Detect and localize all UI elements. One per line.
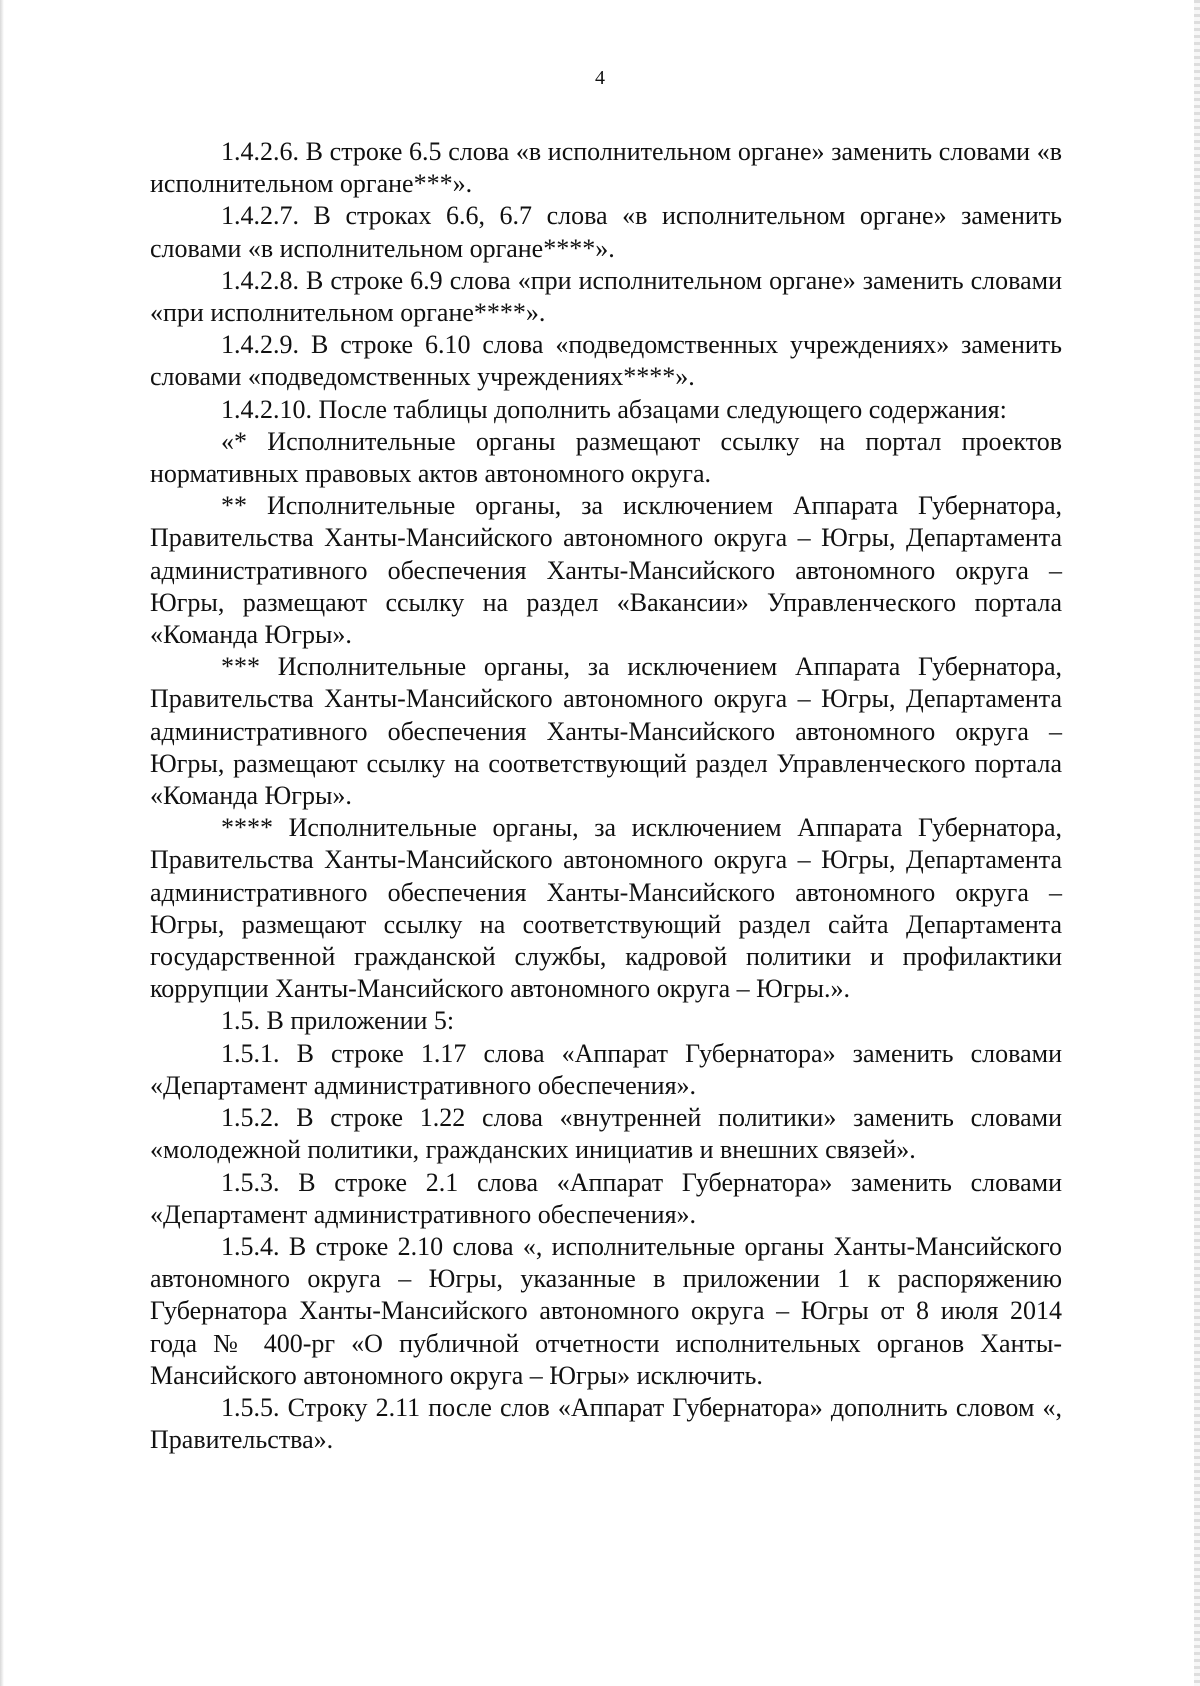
paragraph-1-4-2-8: 1.4.2.8. В строке 6.9 слова «при исполнительном органе» заменить словами «при исполнительном органе****». — [150, 265, 1062, 328]
scan-left-edge — [0, 0, 4, 1686]
paragraph-1-5-1: 1.5.1. В строке 1.17 слова «Аппарат Губернатора» заменить словами «Департамент административного обеспечения». — [150, 1038, 1062, 1100]
paragraph-1-5-4: 1.5.4. В строке 2.10 слова «, исполнительные органы Ханты-Мансийского автономного округа – Югры, указанные в приложении 1 к распоряжению Губернатора Ханты-Мансийского автономного округа – Югры от 8 июля 2014 года № 400-рг «О публичной отчетности исполнительных органов Ханты-Мансийского автономного округа – Югры» исключить. — [150, 1231, 1062, 1390]
paragraph-1-4-2-6: 1.4.2.6. В строке 6.5 слова «в исполнительном органе» заменить словами «в исполнительном органе***». — [150, 137, 1062, 199]
paragraph-1-5-2: 1.5.2. В строке 1.22 слова «внутренней политики» заменить словами «молодежной политики, гражданских инициатив и внешних связей». — [150, 1103, 1062, 1165]
paragraph-1-4-2-9: 1.4.2.9. В строке 6.10 слова «подведомственных учреждениях» заменить словами «подведомственных учреждениях****». — [150, 330, 1062, 392]
paragraph-1-5-3: 1.5.3. В строке 2.1 слова «Аппарат Губернатора» заменить словами «Департамент административного обеспечения». — [150, 1167, 1062, 1229]
page-number: 4 — [595, 67, 605, 89]
paragraph-1-5: 1.5. В приложении 5: — [221, 1006, 455, 1036]
scan-right-edge — [1194, 0, 1200, 1686]
paragraph-1-4-2-10: 1.4.2.10. После таблицы дополнить абзацами следующего содержания: — [221, 394, 1007, 424]
footnote-1: «* Исполнительные органы размещают ссылку на портал проектов нормативных правовых актов автономного округа. — [150, 426, 1062, 489]
footnote-4: **** Исполнительные органы, за исключением Аппарата Губернатора, Правительства Ханты-Мансийского автономного округа – Югры, Департамента административного обеспечения Ханты-Мансийского автономного округа – Югры, размещают ссылку на соответствующий раздел сайта Департамента государственной гражданской службы, кадровой политики и профилактики коррупции Ханты-Мансийского автономного округа – Югры.». — [150, 813, 1062, 1004]
paragraph-1-4-2-7: 1.4.2.7. В строках 6.6, 6.7 слова «в исполнительном органе» заменить словами «в исполнительном органе****». — [150, 201, 1062, 263]
footnote-3: *** Исполнительные органы, за исключением Аппарата Губернатора, Правительства Ханты-Мансийского автономного округа – Югры, Департамента административного обеспечения Ханты-Мансийского автономного округа – Югры, размещают ссылку на соответствующий раздел Управленческого портала «Команда Югры». — [150, 652, 1062, 811]
footnote-2: ** Исполнительные органы, за исключением Аппарата Губернатора, Правительства Ханты-Мансийского автономного округа – Югры, Департамента административного обеспечения Ханты-Мансийского автономного округа – Югры, размещают ссылку на раздел «Вакансии» Управленческого портала «Команда Югры». — [150, 491, 1062, 650]
document-body — [150, 136, 1062, 1456]
paragraph-1-5-5: 1.5.5. Строку 2.11 после слов «Аппарат Губернатора» дополнить словом «, Правительства». — [150, 1392, 1062, 1455]
